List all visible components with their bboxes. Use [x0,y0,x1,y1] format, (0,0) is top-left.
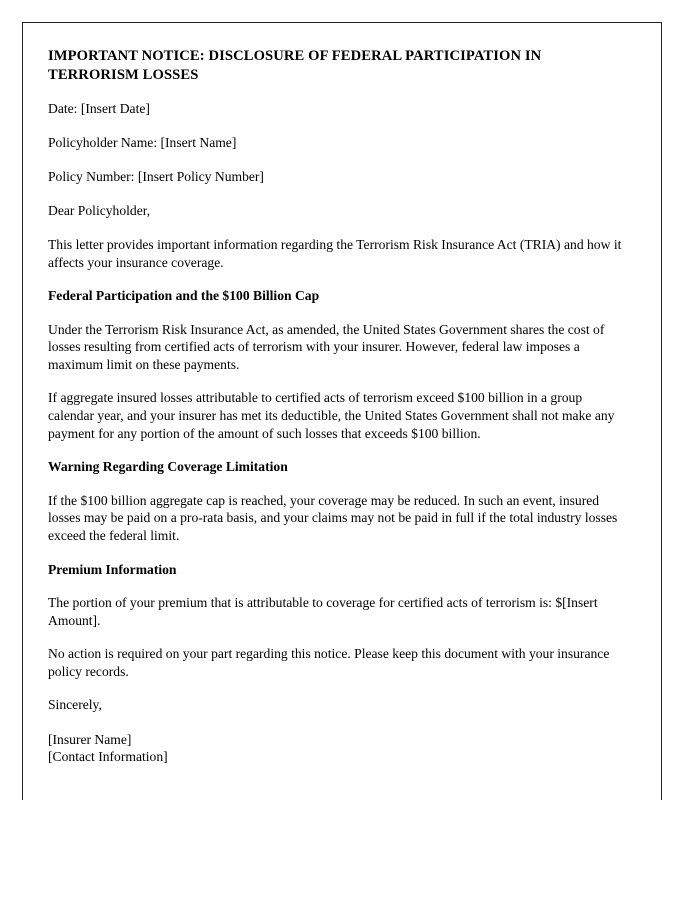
field-policy-number: Policy Number: [Insert Policy Number] [48,169,264,184]
no-action-paragraph: No action is required on your part regarding this notice. Please keep this document with your insurance policy records. [48,646,610,679]
field-policyholder-name: Policyholder Name: [Insert Name] [48,135,237,150]
warning-coverage-limitation-paragraph: If the $100 billion aggregate cap is reached, your coverage may be reduced. In such an event, insured losses may be paid on a pro-rata basis, and your claims may not be paid in full if the total industry losses exceed the federal limit. [48,492,618,543]
page-title: IMPORTANT NOTICE: DISCLOSURE OF FEDERAL PARTICIPATION IN TERRORISM LOSSES [48,48,542,83]
salutation: Dear Policyholder, [48,203,151,218]
signature-block [48,731,630,766]
document-body [48,47,630,766]
section-heading-federal-participation: Federal Participation and the $100 Billion Cap [48,288,320,304]
signature-contact-information: [Contact Information] [48,749,168,765]
field-date: Date: [Insert Date] [48,101,150,116]
section-heading-warning-coverage-limitation: Warning Regarding Coverage Limitation [48,459,288,475]
intro-paragraph: This letter provides important information regarding the Terrorism Risk Insurance Act (TRIA) and how it affects your insurance coverage. [48,237,622,270]
document-page [22,22,662,800]
federal-participation-paragraph-1: Under the Terrorism Risk Insurance Act, as amended, the United States Government shares the cost of losses resulting from certified acts of terrorism with your insurer. However, federal law imposes a maximum limit on these payments. [48,321,605,372]
signature-insurer-name: [Insurer Name] [48,731,132,747]
premium-information-paragraph: The portion of your premium that is attributable to coverage for certified acts of terrorism is: $[Insert Amount]. [48,595,598,628]
federal-participation-paragraph-2: If aggregate insured losses attributable to certified acts of terrorism exceed $100 billion in a group calendar year, and your insurer has met its deductible, the United States Government shall not make any payment for any portion of the amount of such losses that exceeds $100 billion. [48,390,615,441]
closing-salutation: Sincerely, [48,697,102,713]
section-heading-premium-information: Premium Information [48,561,177,577]
